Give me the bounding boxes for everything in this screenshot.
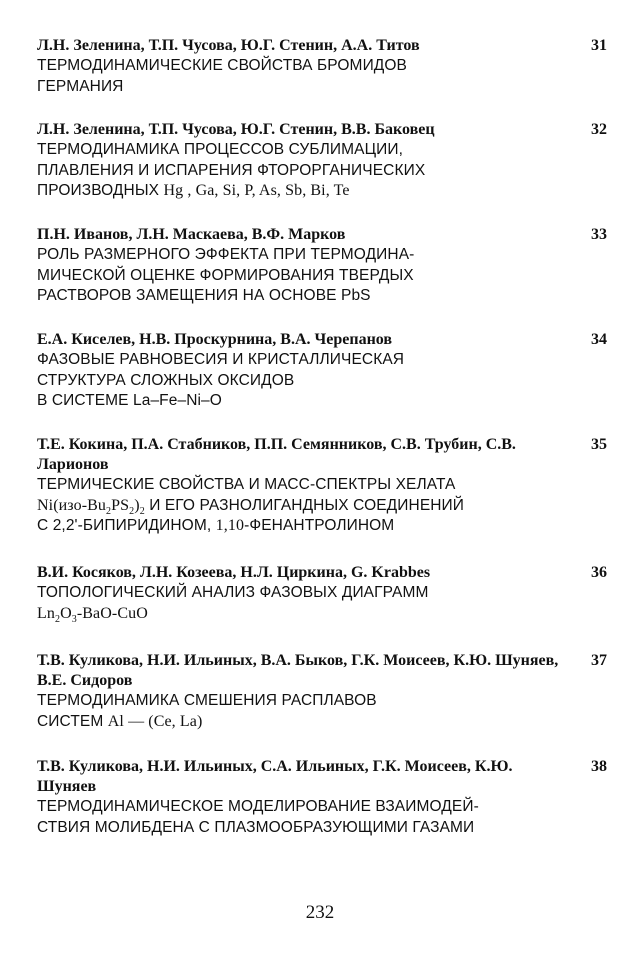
entry-authors: П.Н. Иванов, Л.Н. Маскаева, В.Ф. Марков	[37, 226, 346, 243]
entry-title: ТЕРМОДИНАМИКА СМЕШЕНИЯ РАСПЛАВОВ СИСТЕМ Al — (Ce, La)	[37, 692, 377, 730]
entry-page-number: 36	[591, 564, 607, 581]
entry-authors: Л.Н. Зеленина, Т.П. Чусова, Ю.Г. Стенин, А.А. Титов	[37, 37, 420, 54]
entry-title: ФАЗОВЫЕ РАВНОВЕСИЯ И КРИСТАЛЛИЧЕСКАЯ СТРУКТУРА СЛОЖНЫХ ОКСИДОВ В СИСТЕМЕ La–Fe–Ni–O	[37, 351, 405, 409]
toc-entry	[37, 757, 607, 838]
entry-page-number: 35	[591, 436, 607, 453]
page-number: 232	[305, 902, 335, 923]
entry-title: ТЕРМОДИНАМИЧЕСКОЕ МОДЕЛИРОВАНИЕ ВЗАИМОДЕЙ- СТВИЯ МОЛИБДЕНА С ПЛАЗМООБРАЗУЮЩИМИ ГАЗАМИ	[37, 798, 479, 836]
entry-authors: Е.А. Киселев, Н.В. Проскурнина, В.А. Черепанов	[37, 331, 393, 348]
toc-entry	[37, 435, 607, 537]
toc-entry	[37, 330, 607, 412]
toc-entry	[37, 36, 607, 97]
entry-title: РОЛЬ РАЗМЕРНОГО ЭФФЕКТА ПРИ ТЕРМОДИНА- МИЧЕСКОЙ ОЦЕНКЕ ФОРМИРОВАНИЯ ТВЕРДЫХ РАСТВОРОВ ЗАМЕЩЕНИЯ НА ОСНОВЕ PbS	[37, 246, 415, 304]
entry-page-number: 38	[591, 758, 607, 775]
toc-entry	[37, 651, 607, 732]
entry-page-number: 34	[591, 331, 607, 348]
entry-title: ТОПОЛОГИЧЕСКИЙ АНАЛИЗ ФАЗОВЫХ ДИАГРАММ $Ln_2O_3-BaO$-CuO	[37, 584, 429, 625]
entry-title: ТЕРМИЧЕСКИЕ СВОЙСТВА И МАСС-СПЕКТРЫ ХЕЛАТА $Ni(изо-Bu_2PS_2)_2$ И ЕГО РАЗНОЛИГАНДНЫХ СОЕДИНЕНИЙ С 2,2'-БИПИРИДИНОМ, 1,10-ФЕНАНТРОЛИНОМ	[37, 476, 465, 534]
entry-authors: Т.Е. Кокина, П.А. Стабников, П.П. Семянников, С.В. Трубин, С.В. Ларионов	[37, 436, 516, 473]
entry-title: ТЕРМОДИНАМИКА ПРОЦЕССОВ СУБЛИМАЦИИ, ПЛАВЛЕНИЯ И ИСПАРЕНИЯ ФТОРОРГАНИЧЕСКИХ ПРОИЗВОДНЫХ Hg , Ga, Si, P, As, Sb, Bi, Te	[37, 141, 426, 199]
entry-page-number: 32	[591, 121, 607, 138]
entry-authors: Л.Н. Зеленина, Т.П. Чусова, Ю.Г. Стенин, В.В. Баковец	[37, 121, 435, 138]
toc-entry	[37, 120, 607, 202]
entry-authors: Т.В. Куликова, Н.И. Ильиных, В.А. Быков, Г.К. Моисеев, К.Ю. Шуняев, В.Е. Сидоров	[37, 652, 559, 689]
entry-page-number: 37	[591, 652, 607, 669]
toc-entry	[37, 225, 607, 307]
entry-page-number: 33	[591, 226, 607, 243]
toc-entry	[37, 563, 607, 624]
entry-title: ТЕРМОДИНАМИЧЕСКИЕ СВОЙСТВА БРОМИДОВ ГЕРМАНИЯ	[37, 57, 407, 95]
entry-page-number: 31	[591, 37, 607, 54]
entry-authors: Т.В. Куликова, Н.И. Ильиных, С.А. Ильиных, Г.К. Моисеев, К.Ю. Шуняев	[37, 758, 513, 795]
entry-authors: В.И. Косяков, Л.Н. Козеева, Н.Л. Циркина, G. Krabbes	[37, 564, 431, 581]
